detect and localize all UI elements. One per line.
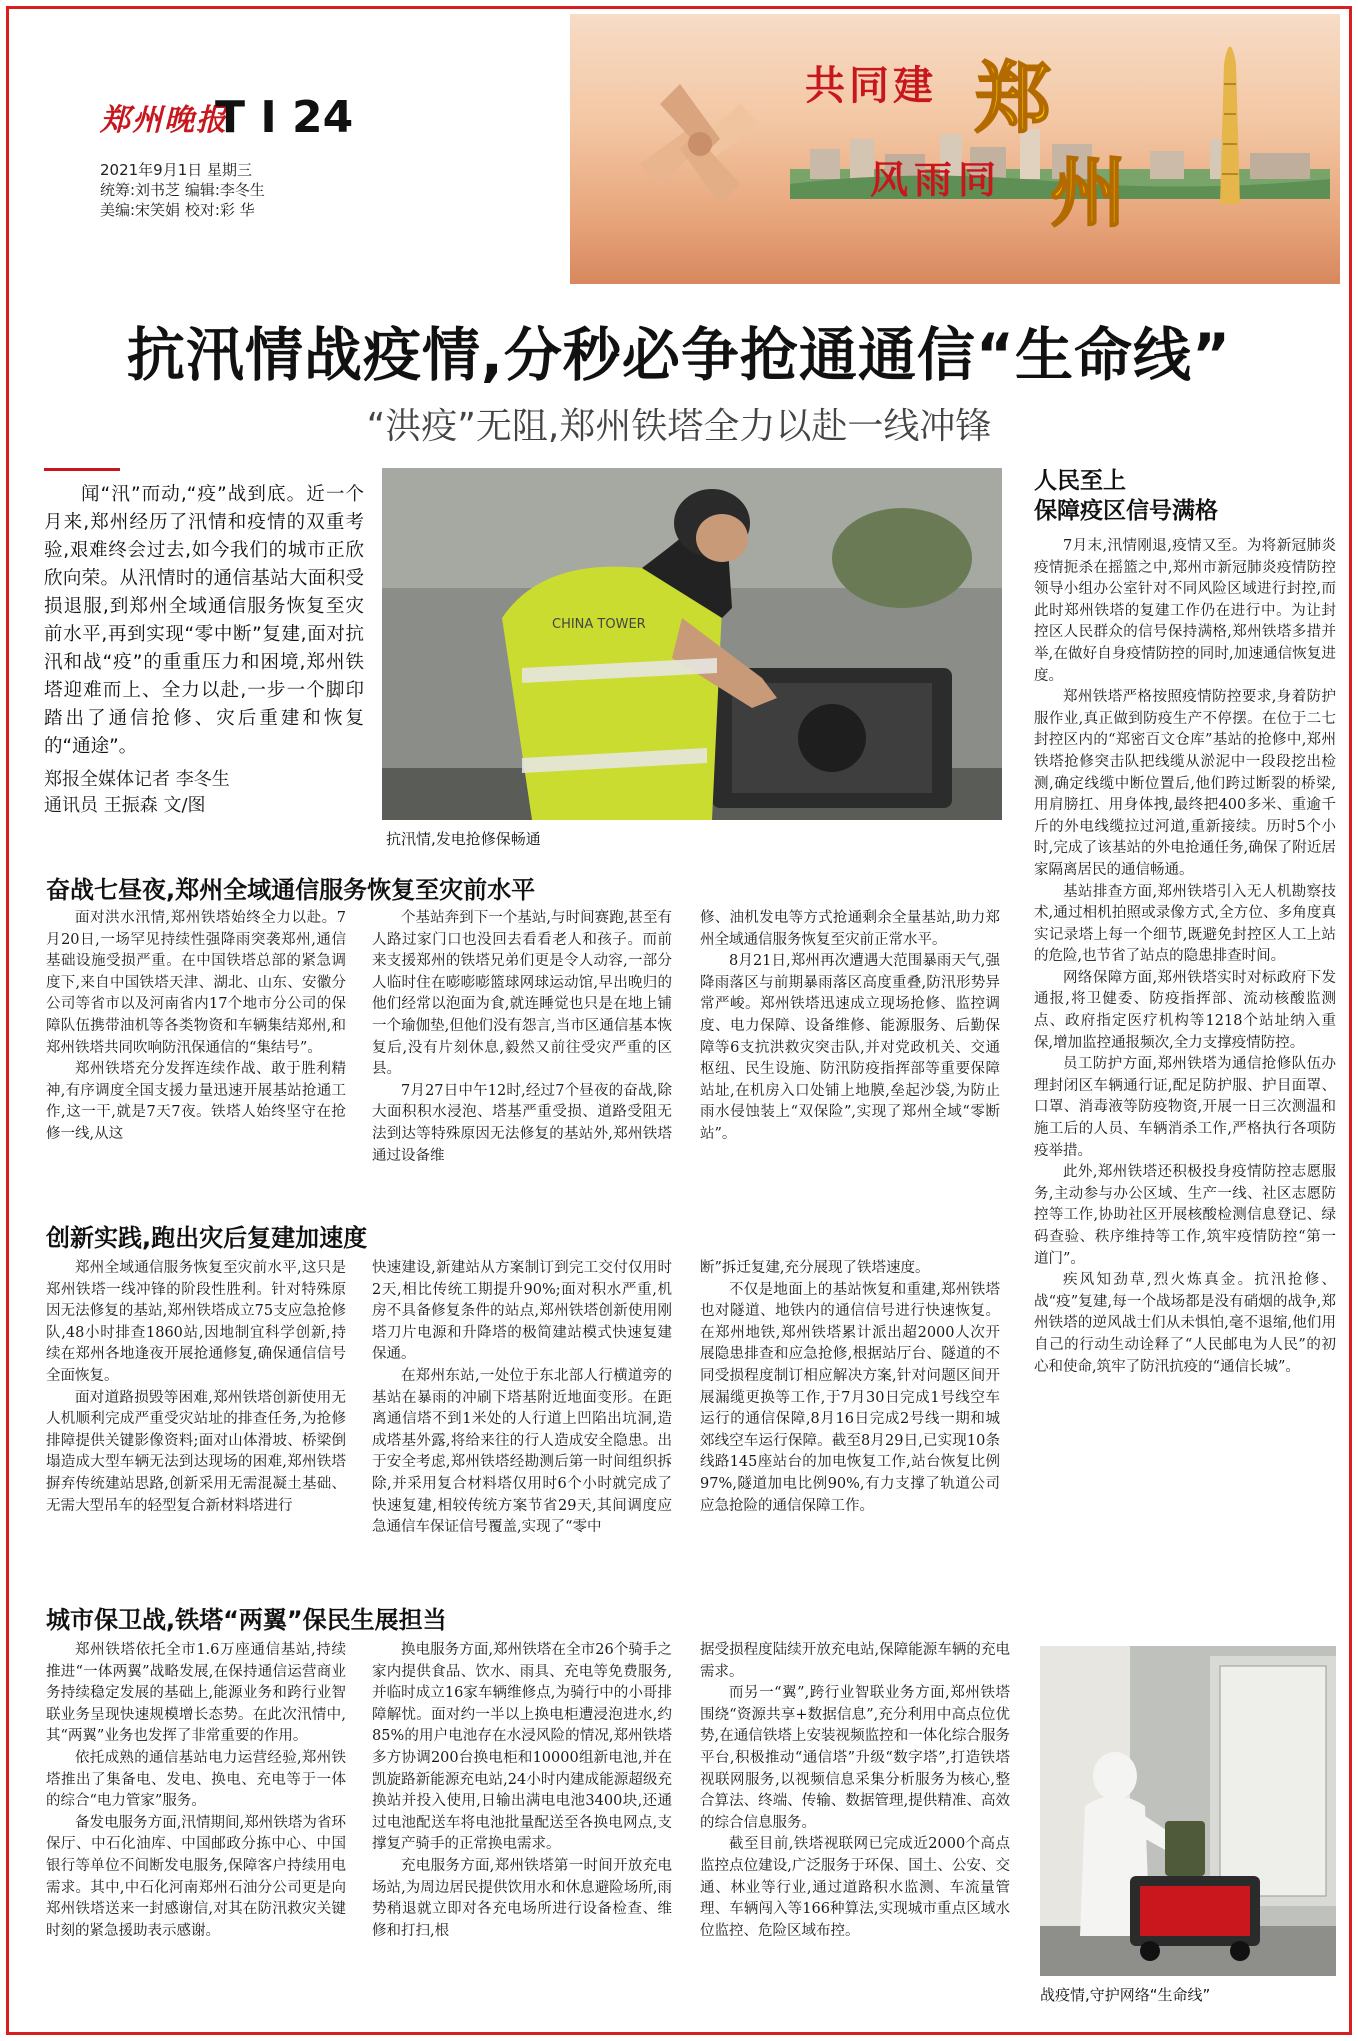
article-paragraph: 备发电服务方面,汛情期间,郑州铁塔为省环保厅、中石化油库、中国邮政分拣中心、中国银行等单位不间断发电服务,保障客户持续用电需求。其中,中石化河南郑州石油分公司更是向郑州铁塔送来一封感谢信,对其在防汛救灾关键时刻的紧急援助表示感谢。 bbox=[46, 1814, 346, 1939]
newspaper-logo: 郑州晚报 bbox=[100, 103, 228, 138]
issue-date: 2021年9月1日 星期三 bbox=[100, 161, 253, 179]
side-paragraph: 此外,郑州铁塔还积极投身疫情防控志愿服务,主动参与办公区域、生产一线、社区志愿防控等工作,协助社区开展核酸检测信息登记、绿码查验、秩序维持等工作,筑牢疫情防控“第一道门”。 bbox=[1034, 1164, 1336, 1267]
article-paragraph: 郑州铁塔充分发挥连续作战、敢于胜利精神,有序调度全国支援力量迅速开展基站抢通工作,这一干,就是7天7夜。铁塔人始终坚守在抢修一线,从这 bbox=[46, 1061, 346, 1142]
photo-protective-suit-worker bbox=[1040, 1646, 1336, 1976]
photo-worker-generator bbox=[382, 468, 1002, 820]
article-paragraph: 郑州全域通信服务恢复至灾前水平,这只是郑州铁塔一线冲锋的阶段性胜利。针对特殊原因无法修复的基站,郑州铁塔成立75支应急抢修队,48小时排查1860站,因地制宜科学创新,持续在郑州各地逢夜开展抢通修复,确保通信信号全面恢复。 bbox=[46, 1260, 346, 1384]
article-paragraph: 断”拆迁复建,充分展现了铁塔速度。 bbox=[700, 1260, 930, 1276]
article-paragraph: 而另一“翼”,跨行业智联业务方面,郑州铁塔围绕“资源共享+数据信息”,充分利用中高点位优势,在通信铁塔上安装视频监控和一体化综合服务平台,积极推动“通信塔”升级“数字塔”,打造铁塔视联网服务,以视频信息采集分析服务为核心,整合算法、终端、传输、数据管理,提供精准、高效的综合信息服务。 bbox=[700, 1685, 1010, 1831]
article-paragraph: 据受损程度陆续开放充电站,保障能源车辆的充电需求。 bbox=[700, 1642, 1010, 1680]
photo1-caption: 抗汛情,发电抢修保畅通 bbox=[386, 830, 541, 848]
article-paragraph: 截至目前,铁塔视联网已完成近2000个高点监控点位建设,广泛服务于环保、国土、公安、交通、林业等行业,通过道路积水监测、车流量管理、车辆闯入等166种算法,实现城市重点区域水位监控、危险区域布控。 bbox=[700, 1836, 1010, 1939]
section2-col3 bbox=[700, 1258, 1000, 1588]
section2-title: 创新实践,跑出灾后复建加速度 bbox=[46, 1224, 368, 1252]
article-paragraph: 面对洪水汛情,郑州铁塔始终全力以赴。7月20日,一场罕见持续性强降雨突袭郑州,通信基础设施受损严重。在中国铁塔总部的紧急调度下,来自中国铁塔天津、湖北、山东、安徽分公司等省市以及河南省内17个地市分公司的保障队伍携带油机等各类物资和车辆集结郑州,和郑州铁塔共同吹响防汛保通信的“集结号”。 bbox=[46, 910, 346, 1056]
side-paragraph: 7月末,汛情刚退,疫情又至。为将新冠肺炎疫情扼杀在摇篮之中,郑州市新冠肺炎疫情防控领导小组办公室针对不同风险区域进行封控,而此时郑州铁塔的复建工作仍在进行中。为让封控区人民群众的信号保持满格,郑州铁塔多措并举,在做好自身疫情防控的同时,加速通信恢复进度。 bbox=[1034, 538, 1336, 684]
editors-line: 统筹:刘书芝 编辑:李冬生 bbox=[100, 181, 265, 199]
article-paragraph: 修、油机发电等方式抢通剩余全量基站,助力郑州全域通信服务恢复至灾前正常水平。 bbox=[700, 910, 1000, 948]
byline-correspondent: 通讯员 王振森 文/图 bbox=[44, 795, 206, 816]
section2-col2 bbox=[372, 1258, 672, 1588]
article-paragraph: 不仅是地面上的基站恢复和重建,郑州铁塔也对隧道、地铁内的通信信号进行快速恢复。在郑州地铁,郑州铁塔累计派出超2000人次开展隐患排查和应急抢修,根据站厅台、隧道的不同受损程度制订相应解决方案,针对问题区间开展漏缆更换等工作,于7月30日完成1号线空车运行的通信保障,8月16日完成2号线一期和城郊线空车运行保障。截至8月29日,已实现10条线路145座站台的加电恢复工作,站台恢复比例97%,隧道加电比例90%,有力支撑了轨道公司应急抢险的通信保障工作。 bbox=[700, 1281, 1000, 1514]
headline: 抗汛情战疫情,分秒必争抢通通信“生命线” bbox=[126, 321, 1232, 389]
side-column-body bbox=[1034, 536, 1336, 1598]
lead-text: 闻“汛”而动,“疫”战到底。近一个月来,郑州经历了汛情和疫情的双重考验,艰难终会过去,如今我们的城市正欣欣向荣。从汛情时的通信基站大面积受损退服,到郑州全域通信服务恢复至灾前水平,再到实现“零中断”复建,面对抗汛和战“疫”的重重压力和困境,郑州铁塔迎难而上、全力以赴,一步一个脚印踏出了通信抢修、灾后重建和恢复的“通途”。 bbox=[44, 484, 364, 757]
joined-hands-image bbox=[600, 44, 800, 244]
article-paragraph: 个基站奔到下一个基站,与时间赛跑,甚至有人路过家门口也没回去看看老人和孩子。而前来支援郑州的铁塔兄弟们更是令人动容,一部分人临时住在嘭嘭嘭篮球网球运动馆,早出晚归的他们经常以泡面为食,就连睡觉也只是在地上铺一个瑜伽垫,但他们没有怨言,当市区通信基本恢复后,没有片刻休息,毅然又前往受灾严重的区县。 bbox=[372, 910, 672, 1078]
banner-big-char-2: 州 bbox=[1050, 148, 1126, 237]
article-paragraph: 在郑州东站,一处位于东北部人行横道旁的基站在暴雨的冲刷下塔基附近地面变形。在距离通信塔不到1米处的人行道上凹陷出坑洞,造成塔基外露,将给来往的行人造成安全隐患。出于安全考虑,郑州铁塔经勘测后第一时间组织拆除,并采用复合材料塔仅用时6个小时就完成了快速复建,相较传统方案节省29天,其间调度应急通信车保证信号覆盖,实现了“零中 bbox=[372, 1367, 672, 1536]
vest-logo-text: CHINA TOWER bbox=[552, 617, 646, 632]
section2-col1 bbox=[46, 1258, 346, 1588]
article-paragraph: 7月27日中午12时,经过7个昼夜的奋战,除大面积积水浸泡、塔基严重受损、道路受阻无法到达等特殊原因无法修复的基站外,郑州铁塔通过设备维 bbox=[372, 1082, 672, 1164]
banner-line-2: 风雨同 bbox=[870, 157, 1003, 202]
side-paragraph: 员工防护方面,郑州铁塔为通信抢修队伍办理封闭区车辆通行证,配足防护服、护目面罩、口罩、消毒液等防疫物资,开展一日三次测温和施工后的人员、车辆消杀工作,严格执行各项防疫举措。 bbox=[1034, 1056, 1336, 1159]
page-number: T I 24 bbox=[215, 92, 354, 143]
article-paragraph: 郑州铁塔依托全市1.6万座通信基站,持续推进“一体两翼”战略发展,在保持通信运营商业务持续稳定发展的基础上,能源业务和跨行业智联业务呈现快速规模增长态势。在此次汛情中,其“两翼”业务也发挥了非常重要的作用。 bbox=[46, 1642, 346, 1745]
section1-title: 奋战七昼夜,郑州全域通信服务恢复至灾前水平 bbox=[46, 876, 536, 904]
article-paragraph: 面对道路损毁等困难,郑州铁塔创新使用无人机顺利完成严重受灾站址的排查任务,为抢修排障提供关键影像资料;面对山体滑坡、桥梁倒塌造成大型车辆无法到达现场的困难,郑州铁塔摒弃传统建站思路,创新采用无需混凝土基础、无需大型吊车的轻型复合新材料塔进行 bbox=[46, 1389, 346, 1514]
article-paragraph: 换电服务方面,郑州铁塔在全市26个骑手之家内提供食品、饮水、雨具、充电等免费服务,并临时成立16家车辆维修点,为骑行中的小哥排障解忧。面对约一半以上换电柜遭浸泡进水,约85%的用户电池存在水浸风险的情况,郑州铁塔多方协调200台换电柜和10000组新电池,并在凯旋路新能源充电站,24小时内建成能源超级充换站并投入使用,日输出满电电池3400块,还通过电池配送车将电池批量配送至各换电网点,支撑复产骑手的正常换电需求。 bbox=[372, 1642, 672, 1853]
section3-title: 城市保卫战,铁塔“两翼”保民生展担当 bbox=[46, 1606, 447, 1634]
designers-line: 美编:宋笑娟 校对:彩 华 bbox=[100, 201, 255, 219]
article-paragraph: 8月21日,郑州再次遭遇大范围暴雨天气,强降雨落区与前期暴雨落区高度重叠,防汛形势异常严峻。郑州铁塔迅速成立现场抢修、监控调度、电力保障、设备维修、能源服务、后勤保障等6支抗洪救灾突击队,并对党政机关、交通枢纽、民生设施、防汛防疫指挥部等重要保障站址,在机房入口处铺上地膜,垒起沙袋,为防止雨水侵蚀装上“双保险”,实现了郑州全域“零断站”。 bbox=[700, 953, 1000, 1142]
subheadline: “洪疫”无阻,郑州铁塔全力以赴一线冲锋 bbox=[366, 406, 992, 447]
side-title-line-2: 保障疫区信号满格 bbox=[1034, 498, 1218, 524]
side-title-line-1: 人民至上 bbox=[1034, 468, 1126, 494]
tower-image bbox=[1210, 24, 1250, 204]
article-paragraph: 快速建设,新建站从方案制订到完工交付仅用时2天,相比传统工期提升90%;面对积水严重,机房不具备修复条件的站点,郑州铁塔创新使用刚塔刀片电源和升降塔的极简建站模式快速复建保通。 bbox=[372, 1260, 672, 1363]
article-paragraph: 依托成熟的通信基站电力运营经验,郑州铁塔推出了集备电、发电、换电、充电等于一体的综合“电力管家”服务。 bbox=[46, 1749, 346, 1810]
section3-col2 bbox=[372, 1640, 672, 2020]
section3-col3 bbox=[700, 1640, 1010, 2020]
section1-col2 bbox=[372, 908, 672, 1204]
section3-col1 bbox=[46, 1640, 346, 2020]
lead-rule bbox=[44, 468, 120, 471]
masthead-meta bbox=[100, 160, 265, 220]
byline-reporter: 郑报全媒体记者 李冬生 bbox=[44, 769, 230, 790]
side-column-title bbox=[1034, 466, 1334, 526]
side-paragraph: 郑州铁塔严格按照疫情防控要求,身着防护服作业,真正做到防疫生产不停摆。在位于二七封控区内的“郑密百文仓库”基站的抢修中,郑州铁塔抢修突击队把线缆从淤泥中一段段挖出检测,确定线缆中断位置后,他们跨过断裂的桥梁,用肩膀扛、用身体拽,最终把400多米、重逾千斤的外电线缆拉过河道,重新接续。历时5个小时,完成了该基站的外电抢通任务,确保了附近居家隔离居民的通信畅通。 bbox=[1034, 689, 1336, 878]
side-paragraph: 基站排查方面,郑州铁塔引入无人机勘察技术,通过相机拍照或录像方式,全方位、多角度真实记录塔上每一个细节,既避免封控区人工上站的危险,也节省了站点的隐患排查时间。 bbox=[1034, 883, 1336, 965]
section1-col1 bbox=[46, 908, 346, 1204]
side-paragraph: 疾风知劲草,烈火炼真金。抗汛抢修、战“疫”复建,每一个战场都是没有硝烟的战争,郑州铁塔的逆风战士们从未惧怕,毫不退缩,他们用自己的行动生动诠释了“人民邮电为人民”的初心和使命,筑牢了防汛抗疫的“通信长城”。 bbox=[1034, 1272, 1336, 1375]
banner-big-char-1: 郑 bbox=[975, 54, 1051, 143]
lead-box bbox=[44, 468, 364, 819]
section1-col3 bbox=[700, 908, 1000, 1204]
side-paragraph: 网络保障方面,郑州铁塔实时对标政府下发通报,将卫健委、防疫指挥部、流动核酸监测点、政府指定医疗机构等1218个站址纳入重保,增加监控通报频次,全力支撑疫情防控。 bbox=[1034, 969, 1336, 1051]
column-banner bbox=[570, 14, 1340, 284]
banner-line-1: 共同建 bbox=[805, 62, 937, 109]
photo2-caption: 战疫情,守护网络“生命线” bbox=[1040, 1986, 1211, 2004]
article-paragraph: 充电服务方面,郑州铁塔第一时间开放充电场站,为周边居民提供饮用水和休息避险场所,雨势稍退就立即对各充电场所进行设备检查、维修和打扫,根 bbox=[372, 1857, 672, 1939]
